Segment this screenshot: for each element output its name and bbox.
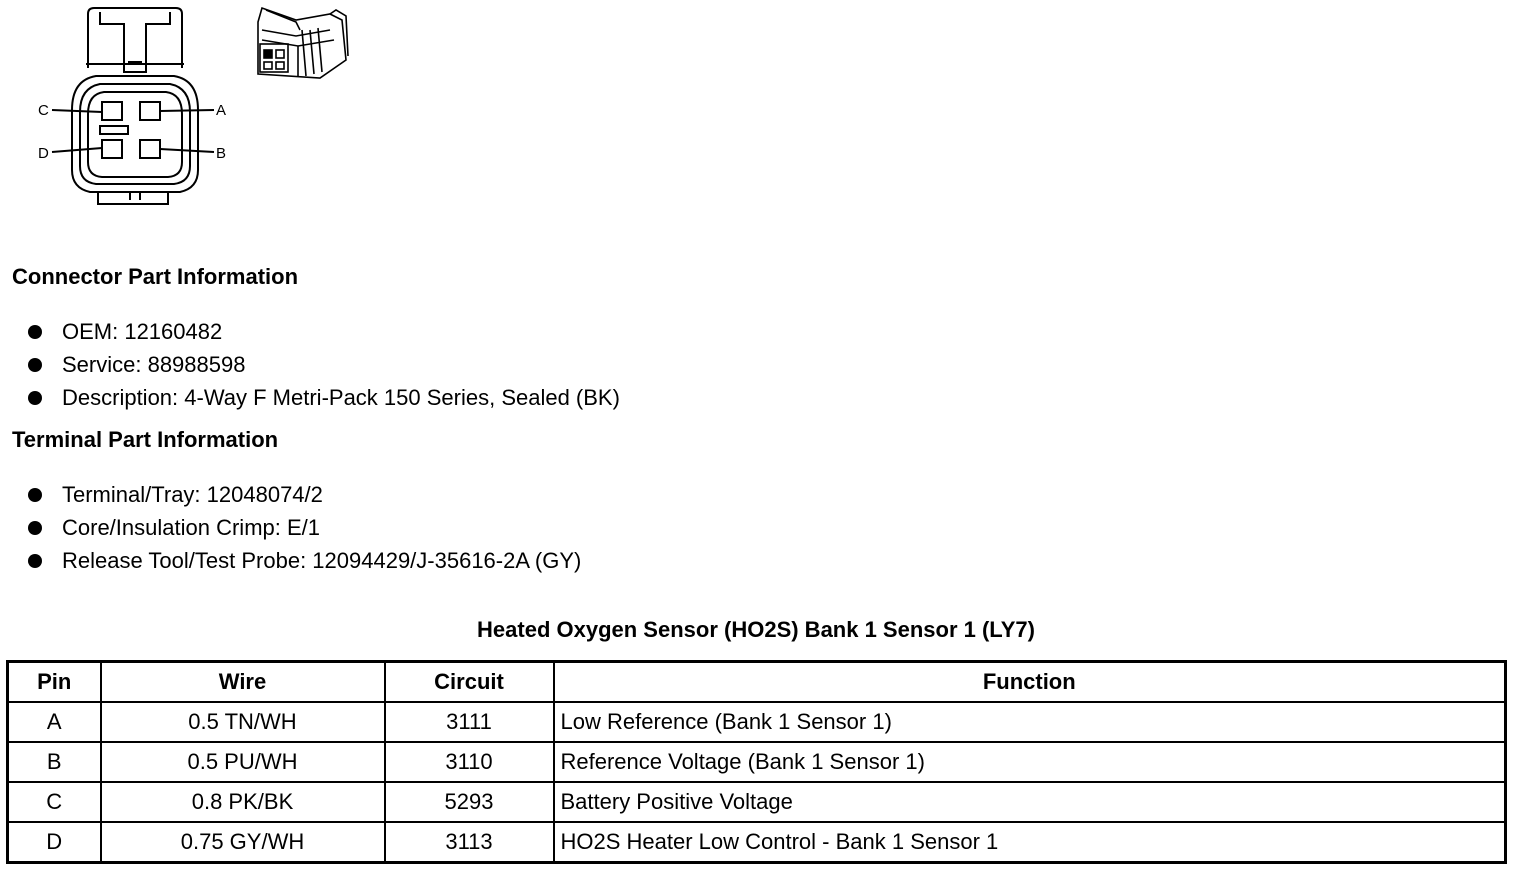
table-header-row (8, 662, 1506, 703)
list-item-text: Service: 88988598 (62, 352, 246, 377)
header-wire: Wire (101, 662, 385, 703)
pin-table-title: Heated Oxygen Sensor (HO2S) Bank 1 Sensor 1 (LY7) (477, 617, 1035, 642)
cell-function: Reference Voltage (Bank 1 Sensor 1) (554, 742, 1506, 782)
pin-label-a: A (216, 102, 227, 119)
list-item (28, 544, 581, 577)
cell-pin: D (8, 822, 101, 863)
cell-circuit: 5293 (385, 782, 554, 822)
header-function: Function (554, 662, 1506, 703)
cell-wire: 0.5 PU/WH (101, 742, 385, 782)
connector-perspective-view (258, 8, 348, 78)
cell-pin: B (8, 742, 101, 782)
list-item-text: Terminal/Tray: 12048074/2 (62, 482, 323, 507)
list-item-text: Release Tool/Test Probe: 12094429/J-35616-2A (GY) (62, 548, 582, 573)
terminal-part-info-list (28, 478, 581, 577)
cell-pin: C (8, 782, 101, 822)
bullet-icon (28, 358, 42, 372)
table-row (8, 822, 1506, 863)
list-item-text: OEM: 12160482 (62, 319, 223, 344)
cell-function: HO2S Heater Low Control - Bank 1 Sensor 1 (554, 822, 1506, 863)
connector-part-info-list (28, 315, 620, 414)
table-row (8, 742, 1506, 782)
cell-function: Low Reference (Bank 1 Sensor 1) (554, 702, 1506, 742)
list-item-text: Core/Insulation Crimp: E/1 (62, 515, 320, 540)
bullet-icon (28, 521, 42, 535)
cell-pin: A (8, 702, 101, 742)
cell-wire: 0.8 PK/BK (101, 782, 385, 822)
cell-wire: 0.5 TN/WH (101, 702, 385, 742)
table-row (8, 702, 1506, 742)
header-circuit: Circuit (385, 662, 554, 703)
bullet-icon (28, 325, 42, 339)
header-pin: Pin (8, 662, 101, 703)
bullet-icon (28, 488, 42, 502)
list-item (28, 511, 581, 544)
bullet-icon (28, 391, 42, 405)
cell-function: Battery Positive Voltage (554, 782, 1506, 822)
connector-part-info-title: Connector Part Information (12, 264, 299, 289)
cell-circuit: 3110 (385, 742, 554, 782)
terminal-part-info-title: Terminal Part Information (12, 427, 279, 452)
pin-table (6, 660, 1507, 864)
cell-circuit: 3111 (385, 702, 554, 742)
connector-diagram (0, 0, 380, 215)
pin-label-c: C (38, 102, 49, 119)
bullet-icon (28, 554, 42, 568)
list-item (28, 478, 581, 511)
pin-label-d: D (38, 145, 49, 162)
list-item (28, 348, 620, 381)
list-item-text: Description: 4-Way F Metri-Pack 150 Series, Sealed (BK) (62, 385, 620, 410)
connector-face-view (52, 8, 214, 204)
cell-circuit: 3113 (385, 822, 554, 863)
cell-wire: 0.75 GY/WH (101, 822, 385, 863)
pin-label-b: B (216, 145, 227, 162)
list-item (28, 315, 620, 348)
table-row (8, 782, 1506, 822)
list-item (28, 381, 620, 414)
